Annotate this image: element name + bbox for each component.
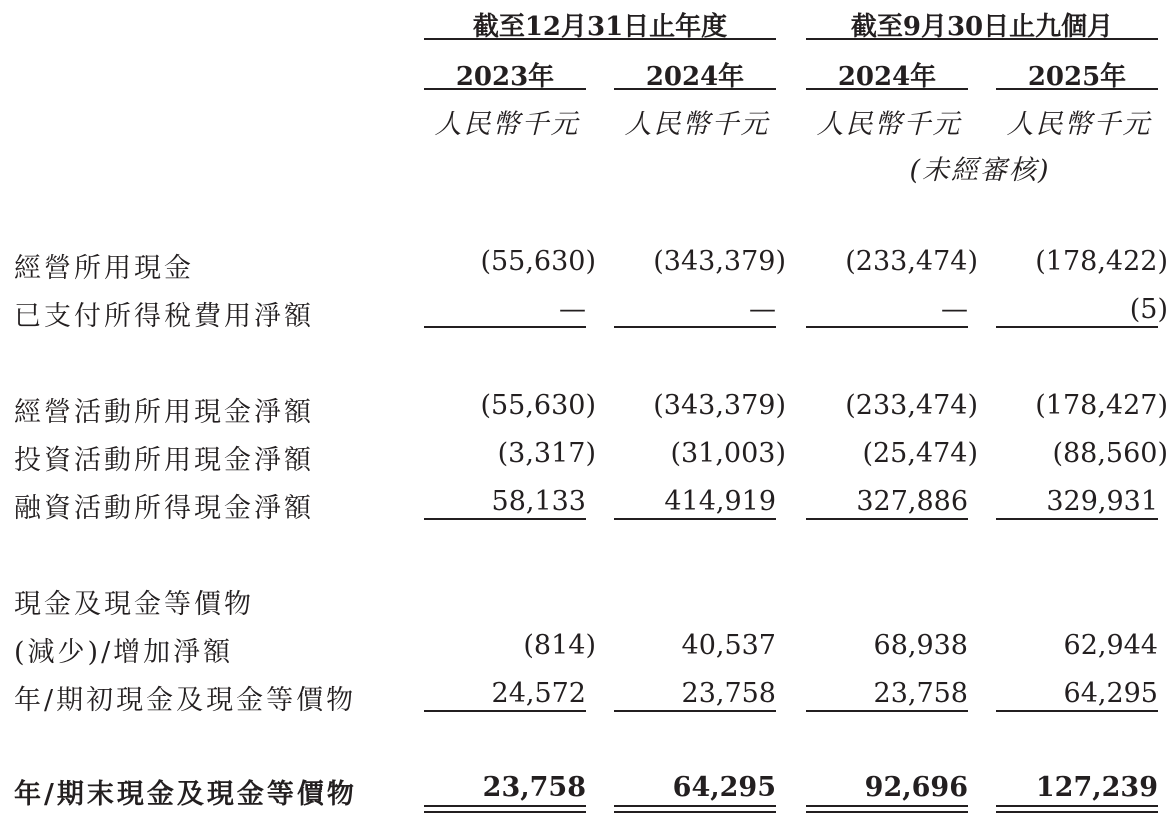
row-cell: (178,422) (1035, 246, 1168, 277)
row-cell: — (749, 294, 776, 325)
row-cell: (178,427) (1035, 390, 1168, 421)
total-double-rule (806, 805, 968, 813)
row-label-income-tax-paid: 已支付所得稅費用淨額 (14, 301, 314, 332)
row-cell: 68,938 (873, 630, 968, 661)
row-cell: (5) (1129, 294, 1168, 325)
subtotal-rule (424, 326, 586, 328)
total-double-rule (614, 805, 776, 813)
row-cell: 24,572 (491, 678, 586, 709)
row-cell: 414,919 (664, 486, 776, 517)
row-cell: 64,295 (1063, 678, 1158, 709)
total-cell: 64,295 (672, 772, 776, 803)
year-header-col4-rule (996, 88, 1158, 90)
total-double-rule (996, 805, 1158, 813)
year-header-col1: 2023年 (455, 62, 555, 92)
row-cell: 327,886 (856, 486, 968, 517)
row-cell: 62,944 (1063, 630, 1158, 661)
total-cell: 92,696 (864, 772, 968, 803)
period-header-annual: 截至12月31日止年度 (472, 12, 728, 42)
row-cell: (31,003) (670, 438, 786, 469)
year-header-col1-rule (424, 88, 586, 90)
row-label-net-change: (減少)/增加淨額 (14, 637, 234, 668)
subtotal-rule (996, 326, 1158, 328)
row-cell: — (559, 294, 586, 325)
row-cell: — (941, 294, 968, 325)
period-header-annual-rule (424, 38, 776, 40)
row-cell: (3,317) (497, 438, 596, 469)
subtotal-rule (996, 710, 1158, 712)
row-cell: 40,537 (681, 630, 776, 661)
year-header-col2: 2024年 (645, 62, 745, 92)
row-cell: (233,474) (845, 390, 978, 421)
subtotal-rule (614, 710, 776, 712)
total-double-rule (424, 805, 586, 813)
row-cell: (25,474) (862, 438, 978, 469)
row-cell: (233,474) (845, 246, 978, 277)
row-cell: 58,133 (491, 486, 586, 517)
year-header-col3-rule (806, 88, 968, 90)
year-header-col3: 2024年 (837, 62, 937, 92)
period-header-nine-months-rule (806, 38, 1158, 40)
row-label-net-financing-cash: 融資活動所得現金淨額 (14, 493, 314, 524)
subtotal-rule (424, 710, 586, 712)
row-cell: (814) (523, 630, 596, 661)
row-cell: (55,630) (480, 390, 596, 421)
unit-label-col4: 人民幣千元 (1006, 109, 1152, 140)
row-label-closing-cash: 年/期末現金及現金等價物 (14, 779, 357, 810)
period-header-nine-months: 截至9月30日止九個月 (850, 12, 1114, 42)
subtotal-rule (806, 326, 968, 328)
row-cell: (343,379) (653, 390, 786, 421)
row-label-cash-equivalents: 現金及現金等價物 (14, 589, 254, 620)
row-cell: 23,758 (681, 678, 776, 709)
unit-label-col3: 人民幣千元 (816, 109, 962, 140)
row-label-net-operating-cash: 經營活動所用現金淨額 (14, 397, 314, 428)
row-cell: (55,630) (480, 246, 596, 277)
row-label-cash-used-in-operations: 經營所用現金 (14, 253, 194, 284)
row-cell: (343,379) (653, 246, 786, 277)
row-cell: 329,931 (1046, 486, 1158, 517)
subtotal-rule (424, 518, 586, 520)
total-cell: 23,758 (482, 772, 586, 803)
subtotal-rule (614, 326, 776, 328)
total-cell: 127,239 (1035, 772, 1158, 803)
subtotal-rule (806, 518, 968, 520)
subtotal-rule (996, 518, 1158, 520)
year-header-col4: 2025年 (1027, 62, 1127, 92)
unit-label-col1: 人民幣千元 (434, 109, 580, 140)
row-label-opening-cash: 年/期初現金及現金等價物 (14, 685, 357, 716)
row-cell: (88,560) (1052, 438, 1168, 469)
subtotal-rule (614, 518, 776, 520)
row-cell: 23,758 (873, 678, 968, 709)
row-label-net-investing-cash: 投資活動所用現金淨額 (14, 445, 314, 476)
unit-label-col2: 人民幣千元 (624, 109, 770, 140)
unaudited-note: (未經審核) (909, 155, 1051, 186)
subtotal-rule (806, 710, 968, 712)
year-header-col2-rule (614, 88, 776, 90)
